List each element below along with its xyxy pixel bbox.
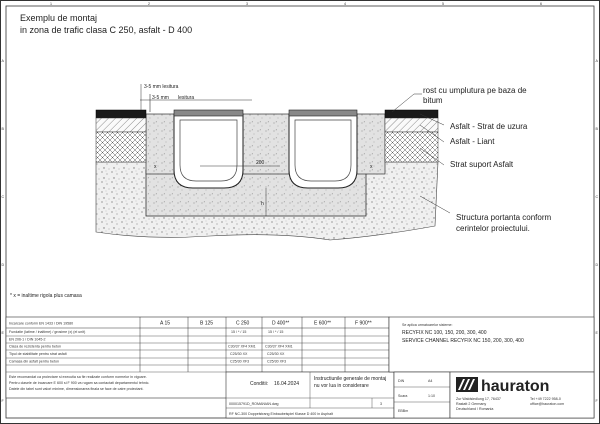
callout-structure-line1: Structura portanta conform bbox=[456, 213, 552, 222]
grate-left bbox=[174, 110, 243, 116]
hauraton-logo-mark bbox=[456, 377, 478, 392]
row-c250-3: C25/30 XX bbox=[230, 352, 248, 356]
svg-text:E: E bbox=[1, 331, 4, 335]
applies-block bbox=[389, 317, 594, 372]
load-class-e600: E 600** bbox=[314, 320, 331, 327]
applies-item-0: RECYFIX NC 100, 150, 200, 300, 400 bbox=[402, 330, 487, 336]
svg-text:5: 5 bbox=[442, 2, 444, 6]
table-header-label: Incarcare conform EN 1433 / DIN 19580 bbox=[9, 321, 74, 326]
row-c250-2: C30/37 XF4 XM1 bbox=[228, 344, 256, 349]
dimension-x-right: x bbox=[370, 164, 373, 170]
callout-joint-line2: bitum bbox=[423, 96, 443, 105]
row-label-2: Clasa de rezistenta pentru beton bbox=[9, 344, 61, 349]
table-note-2: Datele din tabel sunt valori minime, dimensionarea finala se face de catre proiectant. bbox=[9, 387, 144, 391]
callout-structure-line2: cerintelor proiectului. bbox=[456, 224, 530, 233]
scale-value: 1:10 bbox=[428, 394, 435, 398]
format-block bbox=[394, 372, 450, 418]
svg-text:F: F bbox=[1, 399, 4, 403]
asphalt-binder-left bbox=[96, 118, 146, 132]
svg-text:B: B bbox=[1, 127, 4, 131]
svg-text:C: C bbox=[595, 195, 599, 199]
row-d400-4: C25/30 XF3 bbox=[267, 359, 287, 364]
svg-text:F: F bbox=[595, 399, 598, 403]
table-note-1: Pentru clasele de incarcare E 600 si F 900 va rugam sa contactati departamentul tehnic. bbox=[9, 381, 150, 385]
drainage-channel-left bbox=[174, 110, 243, 188]
svg-text:2: 2 bbox=[148, 2, 150, 6]
row-d400-3: C25/30 XX bbox=[267, 352, 285, 356]
concrete-haunch-middle bbox=[243, 114, 289, 174]
drainage-channel-right bbox=[289, 110, 357, 188]
title-block bbox=[226, 372, 394, 418]
svg-text:C: C bbox=[1, 195, 5, 199]
drawing-number: 000015791D_ROMANIAN.dwg bbox=[229, 402, 279, 406]
callout-joint-line1: rost cu umplutura pe baza de bbox=[423, 86, 527, 95]
load-class-b125: B 125 bbox=[200, 320, 214, 327]
load-class-f900: F 900** bbox=[355, 320, 372, 327]
company-logo-text: hauraton bbox=[481, 378, 550, 395]
company-address-0: Zur Waldsiedlung 17, 76437 bbox=[456, 397, 501, 401]
callout-asphalt-binder: Asfalt - Liant bbox=[450, 137, 495, 146]
svg-text:4: 4 bbox=[344, 2, 346, 6]
svg-text:A: A bbox=[595, 59, 598, 63]
gap-label-word: lesitura bbox=[178, 95, 195, 101]
applies-label: Se aplica urmatoarelor sisteme: bbox=[402, 323, 453, 327]
callout-asphalt-base: Strat suport Asfalt bbox=[450, 160, 514, 169]
row-label-1: EN 206-1 / DIN 1045-2 bbox=[9, 337, 46, 342]
dimension-200: 200 bbox=[256, 160, 265, 166]
company-address-1: Rastatt 2 Germany bbox=[456, 402, 487, 406]
svg-text:A: A bbox=[1, 59, 4, 63]
drawing-title-line1: Exemplu de montaj bbox=[20, 13, 98, 23]
load-class-d400: D 400** bbox=[272, 320, 290, 327]
row-label-4: Camasa din asfalt pentru beton bbox=[9, 359, 59, 364]
format-label: DIN bbox=[398, 379, 405, 383]
table-note-0: Este recomandat ca proiectare si executia sa fie realizate conform normelor in vigoare. bbox=[9, 375, 147, 379]
condition-date: 16.04.2024 bbox=[274, 381, 300, 387]
gap-dimension: 3-5 mm lesitura bbox=[144, 84, 179, 90]
gap-label: 3-5 mm bbox=[152, 95, 169, 101]
load-class-a15: A 15 bbox=[160, 320, 171, 327]
row-c250-0: 15 / * / 15 bbox=[231, 330, 247, 334]
svg-text:D: D bbox=[595, 263, 599, 267]
row-d400-2: C30/37 XF4 XM1 bbox=[265, 344, 293, 349]
svg-text:D: D bbox=[1, 263, 5, 267]
author-value: EBBm bbox=[398, 409, 409, 413]
asphalt-base-right bbox=[385, 132, 438, 162]
row-label-3: Tipul de stabilitate pentru strat asfalt bbox=[9, 352, 67, 356]
load-class-c250: C 250 bbox=[236, 320, 250, 327]
grate-right bbox=[289, 110, 357, 116]
company-contact-0: Tel +49 7222 958-0 bbox=[530, 397, 561, 401]
description-line2: nu vor lua in considerare bbox=[314, 383, 369, 389]
applies-item-1: SERVICE CHANNEL RECYFIX NC 150, 200, 300, 400 bbox=[402, 338, 524, 344]
asphalt-base-left bbox=[96, 132, 146, 162]
dimension-x-left: x bbox=[154, 164, 157, 170]
asphalt-wear-left bbox=[96, 110, 146, 118]
callout-asphalt-wear: Asfalt - Strat de uzura bbox=[450, 122, 528, 131]
company-address-2: Deutschland / Romania bbox=[456, 407, 494, 411]
svg-text:B: B bbox=[595, 127, 598, 131]
footnote: * x = inaltime rigola plus camasa bbox=[10, 293, 82, 299]
footer-line: RF NC-300 Doppelstrang Einbaubeispiel Klasse D 400 in Asphalt bbox=[229, 412, 333, 416]
row-label-0: Fundatie (latime / inaltime) / grosime (x) (el unit) bbox=[9, 330, 86, 334]
svg-text:3: 3 bbox=[246, 2, 248, 6]
description-line1: Instructiunile generale de montaj bbox=[314, 376, 387, 382]
row-d400-0: 15 / * / 15 bbox=[268, 330, 284, 334]
row-c250-4: C25/30 XF3 bbox=[230, 359, 250, 364]
sheet-number: 3 bbox=[380, 402, 382, 406]
svg-text:6: 6 bbox=[540, 2, 542, 6]
company-contact-1: office@hauraton.com bbox=[530, 402, 565, 406]
asphalt-binder-right bbox=[385, 118, 438, 132]
svg-text:E: E bbox=[595, 331, 598, 335]
company-block bbox=[450, 372, 594, 418]
condition-label: Conditii: bbox=[250, 381, 269, 387]
format-value: A4 bbox=[428, 379, 433, 383]
svg-text:1: 1 bbox=[50, 2, 52, 6]
dimension-h: h bbox=[261, 201, 264, 207]
drawing-title-line2: in zona de trafic clasa C 250, asfalt - D 400 bbox=[20, 25, 193, 35]
scale-label: Scara bbox=[398, 394, 408, 398]
concrete-haunch-left bbox=[146, 114, 174, 174]
